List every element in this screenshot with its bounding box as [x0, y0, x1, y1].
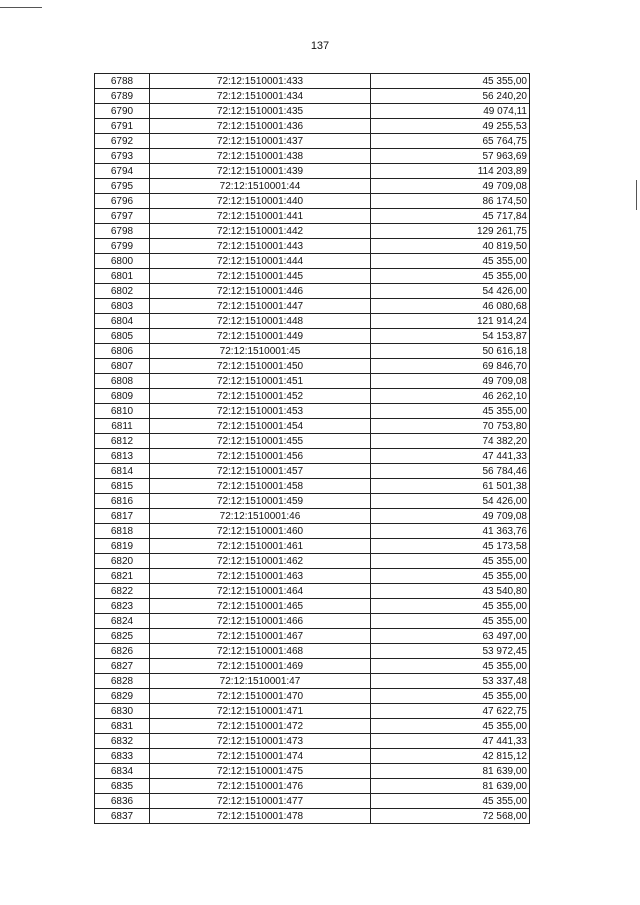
row-number-cell: 6817 — [95, 509, 150, 524]
value-cell: 129 261,75 — [371, 224, 530, 239]
scan-edge-mark — [636, 180, 637, 210]
table-row — [95, 389, 530, 404]
value-cell: 81 639,00 — [371, 779, 530, 794]
table-row — [95, 299, 530, 314]
table-row — [95, 494, 530, 509]
row-number-cell: 6809 — [95, 389, 150, 404]
row-number-cell: 6832 — [95, 734, 150, 749]
table-row — [95, 749, 530, 764]
value-cell: 53 337,48 — [371, 674, 530, 689]
cadastral-number-cell: 72:12:1510001:46 — [150, 509, 371, 524]
value-cell: 61 501,38 — [371, 479, 530, 494]
table-row — [95, 149, 530, 164]
cadastral-number-cell: 72:12:1510001:469 — [150, 659, 371, 674]
table-row — [95, 479, 530, 494]
table-row — [95, 584, 530, 599]
cadastral-number-cell: 72:12:1510001:434 — [150, 89, 371, 104]
value-cell: 46 080,68 — [371, 299, 530, 314]
cadastral-number-cell: 72:12:1510001:441 — [150, 209, 371, 224]
value-cell: 57 963,69 — [371, 149, 530, 164]
cadastral-number-cell: 72:12:1510001:45 — [150, 344, 371, 359]
value-cell: 45 355,00 — [371, 554, 530, 569]
row-number-cell: 6814 — [95, 464, 150, 479]
table-row — [95, 374, 530, 389]
row-number-cell: 6800 — [95, 254, 150, 269]
table-row — [95, 539, 530, 554]
cadastral-number-cell: 72:12:1510001:461 — [150, 539, 371, 554]
cadastral-number-cell: 72:12:1510001:457 — [150, 464, 371, 479]
row-number-cell: 6797 — [95, 209, 150, 224]
table-row — [95, 659, 530, 674]
row-number-cell: 6793 — [95, 149, 150, 164]
cadastral-number-cell: 72:12:1510001:445 — [150, 269, 371, 284]
value-cell: 63 497,00 — [371, 629, 530, 644]
value-cell: 45 355,00 — [371, 794, 530, 809]
row-number-cell: 6835 — [95, 779, 150, 794]
table-row — [95, 284, 530, 299]
value-cell: 46 262,10 — [371, 389, 530, 404]
value-cell: 45 355,00 — [371, 599, 530, 614]
table-row — [95, 134, 530, 149]
cadastral-number-cell: 72:12:1510001:443 — [150, 239, 371, 254]
cadastral-number-cell: 72:12:1510001:468 — [150, 644, 371, 659]
cadastral-number-cell: 72:12:1510001:473 — [150, 734, 371, 749]
row-number-cell: 6837 — [95, 809, 150, 824]
row-number-cell: 6819 — [95, 539, 150, 554]
cadastral-number-cell: 72:12:1510001:438 — [150, 149, 371, 164]
table-row — [95, 89, 530, 104]
cadastral-number-cell: 72:12:1510001:436 — [150, 119, 371, 134]
cadastral-number-cell: 72:12:1510001:464 — [150, 584, 371, 599]
value-cell: 49 709,08 — [371, 509, 530, 524]
cadastral-number-cell: 72:12:1510001:444 — [150, 254, 371, 269]
row-number-cell: 6810 — [95, 404, 150, 419]
cadastral-number-cell: 72:12:1510001:467 — [150, 629, 371, 644]
table-row — [95, 614, 530, 629]
value-cell: 114 203,89 — [371, 164, 530, 179]
row-number-cell: 6823 — [95, 599, 150, 614]
value-cell: 54 153,87 — [371, 329, 530, 344]
row-number-cell: 6791 — [95, 119, 150, 134]
value-cell: 40 819,50 — [371, 239, 530, 254]
table-row — [95, 224, 530, 239]
row-number-cell: 6827 — [95, 659, 150, 674]
row-number-cell: 6811 — [95, 419, 150, 434]
row-number-cell: 6805 — [95, 329, 150, 344]
value-cell: 69 846,70 — [371, 359, 530, 374]
value-cell: 81 639,00 — [371, 764, 530, 779]
row-number-cell: 6815 — [95, 479, 150, 494]
table-row — [95, 689, 530, 704]
row-number-cell: 6818 — [95, 524, 150, 539]
table-row — [95, 74, 530, 89]
table-row — [95, 629, 530, 644]
row-number-cell: 6792 — [95, 134, 150, 149]
row-number-cell: 6813 — [95, 449, 150, 464]
row-number-cell: 6830 — [95, 704, 150, 719]
value-cell: 45 355,00 — [371, 74, 530, 89]
cadastral-number-cell: 72:12:1510001:477 — [150, 794, 371, 809]
row-number-cell: 6799 — [95, 239, 150, 254]
row-number-cell: 6831 — [95, 719, 150, 734]
row-number-cell: 6826 — [95, 644, 150, 659]
value-cell: 47 441,33 — [371, 734, 530, 749]
value-cell: 45 355,00 — [371, 659, 530, 674]
value-cell: 65 764,75 — [371, 134, 530, 149]
cadastral-number-cell: 72:12:1510001:460 — [150, 524, 371, 539]
cadastral-number-cell: 72:12:1510001:455 — [150, 434, 371, 449]
table-row — [95, 644, 530, 659]
cadastral-number-cell: 72:12:1510001:456 — [150, 449, 371, 464]
cadastral-number-cell: 72:12:1510001:451 — [150, 374, 371, 389]
value-cell: 53 972,45 — [371, 644, 530, 659]
table-row — [95, 599, 530, 614]
table-row — [95, 764, 530, 779]
value-cell: 86 174,50 — [371, 194, 530, 209]
table-row — [95, 179, 530, 194]
cadastral-number-cell: 72:12:1510001:478 — [150, 809, 371, 824]
row-number-cell: 6802 — [95, 284, 150, 299]
scan-edge-mark — [0, 7, 42, 8]
table-row — [95, 734, 530, 749]
row-number-cell: 6789 — [95, 89, 150, 104]
value-cell: 74 382,20 — [371, 434, 530, 449]
value-cell: 47 441,33 — [371, 449, 530, 464]
row-number-cell: 6803 — [95, 299, 150, 314]
table-row — [95, 269, 530, 284]
table-row — [95, 719, 530, 734]
table-row — [95, 254, 530, 269]
cadastral-number-cell: 72:12:1510001:447 — [150, 299, 371, 314]
table-row — [95, 404, 530, 419]
table-row — [95, 344, 530, 359]
cadastral-number-cell: 72:12:1510001:435 — [150, 104, 371, 119]
value-cell: 45 355,00 — [371, 269, 530, 284]
value-cell: 45 355,00 — [371, 254, 530, 269]
row-number-cell: 6825 — [95, 629, 150, 644]
table-row — [95, 434, 530, 449]
table-row — [95, 449, 530, 464]
cadastral-number-cell: 72:12:1510001:437 — [150, 134, 371, 149]
cadastral-number-cell: 72:12:1510001:433 — [150, 74, 371, 89]
row-number-cell: 6795 — [95, 179, 150, 194]
cadastral-number-cell: 72:12:1510001:449 — [150, 329, 371, 344]
row-number-cell: 6822 — [95, 584, 150, 599]
value-cell: 45 355,00 — [371, 614, 530, 629]
row-number-cell: 6829 — [95, 689, 150, 704]
cadastral-number-cell: 72:12:1510001:471 — [150, 704, 371, 719]
table-row — [95, 674, 530, 689]
row-number-cell: 6808 — [95, 374, 150, 389]
cadastral-number-cell: 72:12:1510001:463 — [150, 569, 371, 584]
row-number-cell: 6804 — [95, 314, 150, 329]
cadastral-number-cell: 72:12:1510001:459 — [150, 494, 371, 509]
table-row — [95, 329, 530, 344]
cadastral-number-cell: 72:12:1510001:442 — [150, 224, 371, 239]
cadastral-number-cell: 72:12:1510001:472 — [150, 719, 371, 734]
row-number-cell: 6806 — [95, 344, 150, 359]
value-cell: 54 426,00 — [371, 284, 530, 299]
value-cell: 56 784,46 — [371, 464, 530, 479]
row-number-cell: 6828 — [95, 674, 150, 689]
value-cell: 45 355,00 — [371, 689, 530, 704]
value-cell: 45 717,84 — [371, 209, 530, 224]
value-cell: 43 540,80 — [371, 584, 530, 599]
table-row — [95, 794, 530, 809]
page-number: 137 — [310, 40, 330, 52]
row-number-cell: 6812 — [95, 434, 150, 449]
table-row — [95, 239, 530, 254]
cadastral-number-cell: 72:12:1510001:474 — [150, 749, 371, 764]
value-cell: 54 426,00 — [371, 494, 530, 509]
value-cell: 72 568,00 — [371, 809, 530, 824]
value-cell: 45 355,00 — [371, 719, 530, 734]
cadastral-number-cell: 72:12:1510001:448 — [150, 314, 371, 329]
registry-table-body — [95, 74, 530, 824]
cadastral-number-cell: 72:12:1510001:452 — [150, 389, 371, 404]
row-number-cell: 6824 — [95, 614, 150, 629]
table-row — [95, 704, 530, 719]
cadastral-number-cell: 72:12:1510001:47 — [150, 674, 371, 689]
table-row — [95, 464, 530, 479]
registry-table — [94, 73, 530, 824]
cadastral-number-cell: 72:12:1510001:439 — [150, 164, 371, 179]
table-row — [95, 359, 530, 374]
cadastral-number-cell: 72:12:1510001:465 — [150, 599, 371, 614]
cadastral-number-cell: 72:12:1510001:458 — [150, 479, 371, 494]
row-number-cell: 6820 — [95, 554, 150, 569]
cadastral-number-cell: 72:12:1510001:446 — [150, 284, 371, 299]
row-number-cell: 6788 — [95, 74, 150, 89]
table-row — [95, 524, 530, 539]
row-number-cell: 6794 — [95, 164, 150, 179]
table-row — [95, 104, 530, 119]
table-row — [95, 209, 530, 224]
cadastral-number-cell: 72:12:1510001:466 — [150, 614, 371, 629]
value-cell: 45 173,58 — [371, 539, 530, 554]
row-number-cell: 6834 — [95, 764, 150, 779]
cadastral-number-cell: 72:12:1510001:462 — [150, 554, 371, 569]
table-row — [95, 314, 530, 329]
table-row — [95, 569, 530, 584]
value-cell: 45 355,00 — [371, 569, 530, 584]
table-row — [95, 809, 530, 824]
row-number-cell: 6790 — [95, 104, 150, 119]
value-cell: 47 622,75 — [371, 704, 530, 719]
table-row — [95, 419, 530, 434]
row-number-cell: 6796 — [95, 194, 150, 209]
cadastral-number-cell: 72:12:1510001:440 — [150, 194, 371, 209]
row-number-cell: 6836 — [95, 794, 150, 809]
table-row — [95, 554, 530, 569]
cadastral-number-cell: 72:12:1510001:476 — [150, 779, 371, 794]
row-number-cell: 6801 — [95, 269, 150, 284]
cadastral-number-cell: 72:12:1510001:450 — [150, 359, 371, 374]
value-cell: 50 616,18 — [371, 344, 530, 359]
value-cell: 41 363,76 — [371, 524, 530, 539]
value-cell: 42 815,12 — [371, 749, 530, 764]
row-number-cell: 6816 — [95, 494, 150, 509]
value-cell: 49 709,08 — [371, 179, 530, 194]
row-number-cell: 6807 — [95, 359, 150, 374]
row-number-cell: 6821 — [95, 569, 150, 584]
cadastral-number-cell: 72:12:1510001:454 — [150, 419, 371, 434]
cadastral-number-cell: 72:12:1510001:470 — [150, 689, 371, 704]
cadastral-number-cell: 72:12:1510001:475 — [150, 764, 371, 779]
table-row — [95, 119, 530, 134]
cadastral-number-cell: 72:12:1510001:453 — [150, 404, 371, 419]
value-cell: 121 914,24 — [371, 314, 530, 329]
table-row — [95, 164, 530, 179]
row-number-cell: 6833 — [95, 749, 150, 764]
value-cell: 70 753,80 — [371, 419, 530, 434]
value-cell: 49 255,53 — [371, 119, 530, 134]
value-cell: 45 355,00 — [371, 404, 530, 419]
value-cell: 56 240,20 — [371, 89, 530, 104]
cadastral-number-cell: 72:12:1510001:44 — [150, 179, 371, 194]
value-cell: 49 709,08 — [371, 374, 530, 389]
value-cell: 49 074,11 — [371, 104, 530, 119]
row-number-cell: 6798 — [95, 224, 150, 239]
table-row — [95, 194, 530, 209]
table-row — [95, 509, 530, 524]
table-row — [95, 779, 530, 794]
